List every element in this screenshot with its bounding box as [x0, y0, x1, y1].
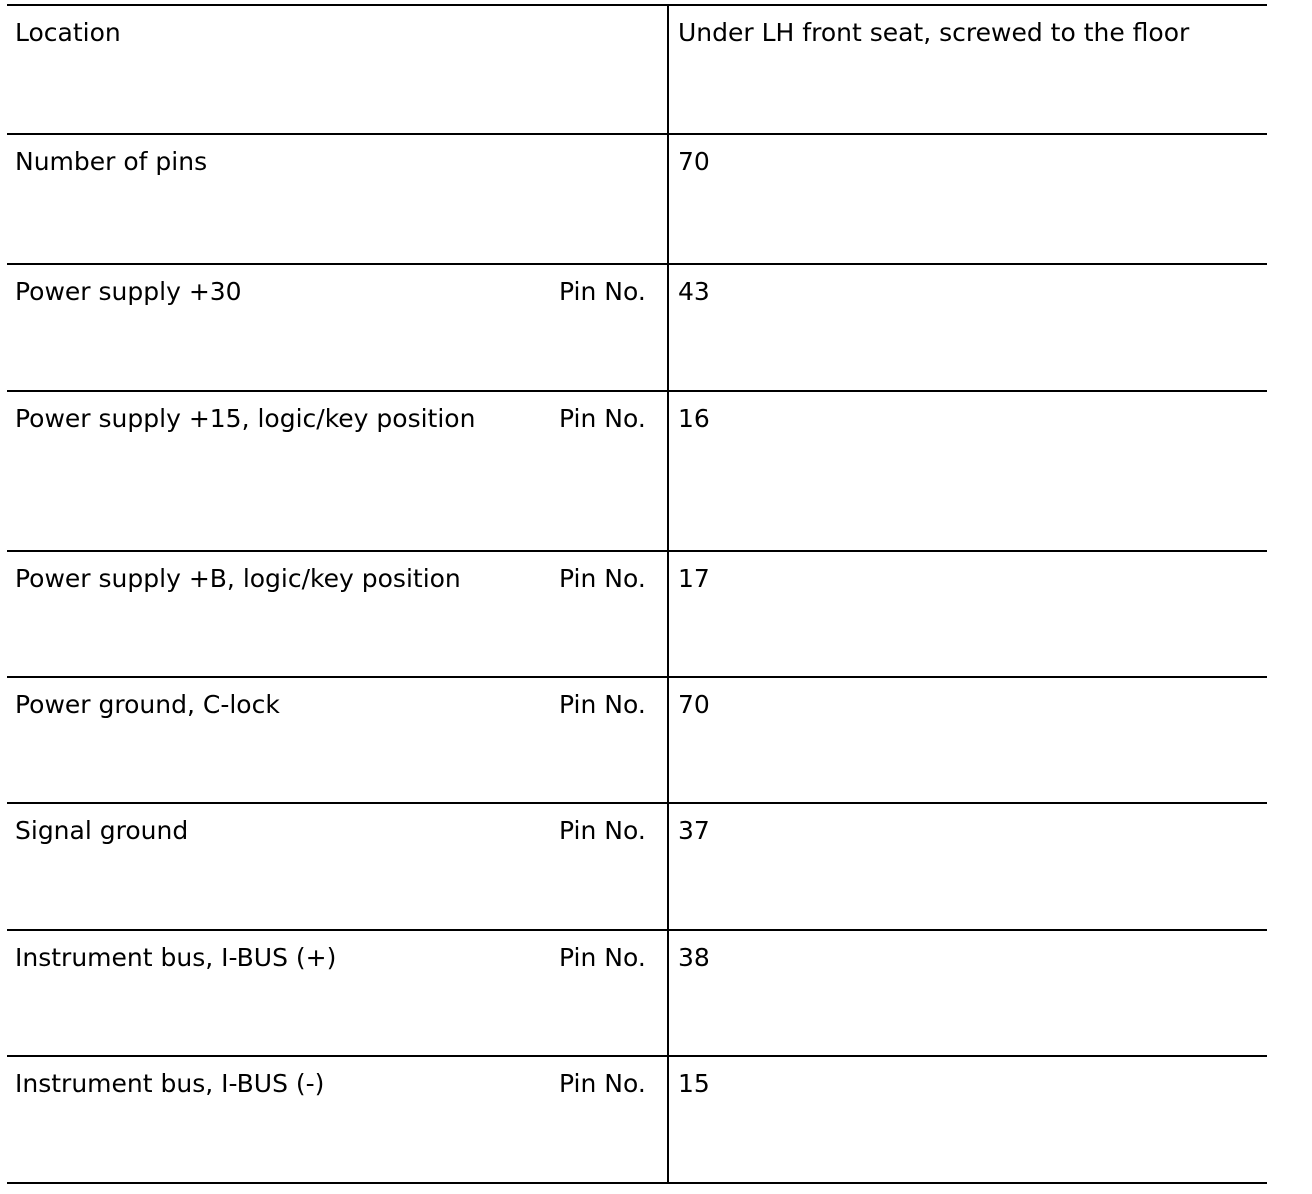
row-label: Signal ground: [15, 816, 189, 845]
pin-assignment-table: [7, 4, 1267, 1184]
row-label: Location: [15, 18, 121, 47]
pin-no-label: Pin No.: [559, 404, 646, 433]
row-value: Under LH front seat, screwed to the floor: [678, 18, 1190, 47]
table-row-number-of-pins: [7, 133, 1267, 263]
row-value: 70: [678, 690, 710, 719]
row-value: 17: [678, 564, 710, 593]
row-value: 43: [678, 277, 710, 306]
row-value: 70: [678, 147, 710, 176]
row-value: 38: [678, 943, 710, 972]
table-row-power-supply-b: [7, 550, 1267, 676]
table-row-ibus-plus: [7, 929, 1267, 1055]
table-row-power-supply-15: [7, 390, 1267, 550]
table-row-location: [7, 4, 1267, 133]
table-row-ibus-minus: [7, 1055, 1267, 1184]
pin-no-label: Pin No.: [559, 1069, 646, 1098]
pin-no-label: Pin No.: [559, 690, 646, 719]
column-divider: [667, 4, 669, 1182]
table-row-power-supply-30: [7, 263, 1267, 390]
row-label: Power supply +B, logic/key position: [15, 564, 461, 593]
row-label: Power ground, C-lock: [15, 690, 280, 719]
pin-no-label: Pin No.: [559, 943, 646, 972]
row-label: Number of pins: [15, 147, 208, 176]
row-label: Instrument bus, I-BUS (-): [15, 1069, 325, 1098]
row-label: Power supply +30: [15, 277, 242, 306]
row-value: 16: [678, 404, 710, 433]
row-label: Instrument bus, I-BUS (+): [15, 943, 337, 972]
row-label: Power supply +15, logic/key position: [15, 404, 476, 433]
pin-no-label: Pin No.: [559, 277, 646, 306]
pin-no-label: Pin No.: [559, 816, 646, 845]
table-row-signal-ground: [7, 802, 1267, 929]
row-value: 37: [678, 816, 710, 845]
row-value: 15: [678, 1069, 710, 1098]
pin-no-label: Pin No.: [559, 564, 646, 593]
table-row-power-ground: [7, 676, 1267, 802]
